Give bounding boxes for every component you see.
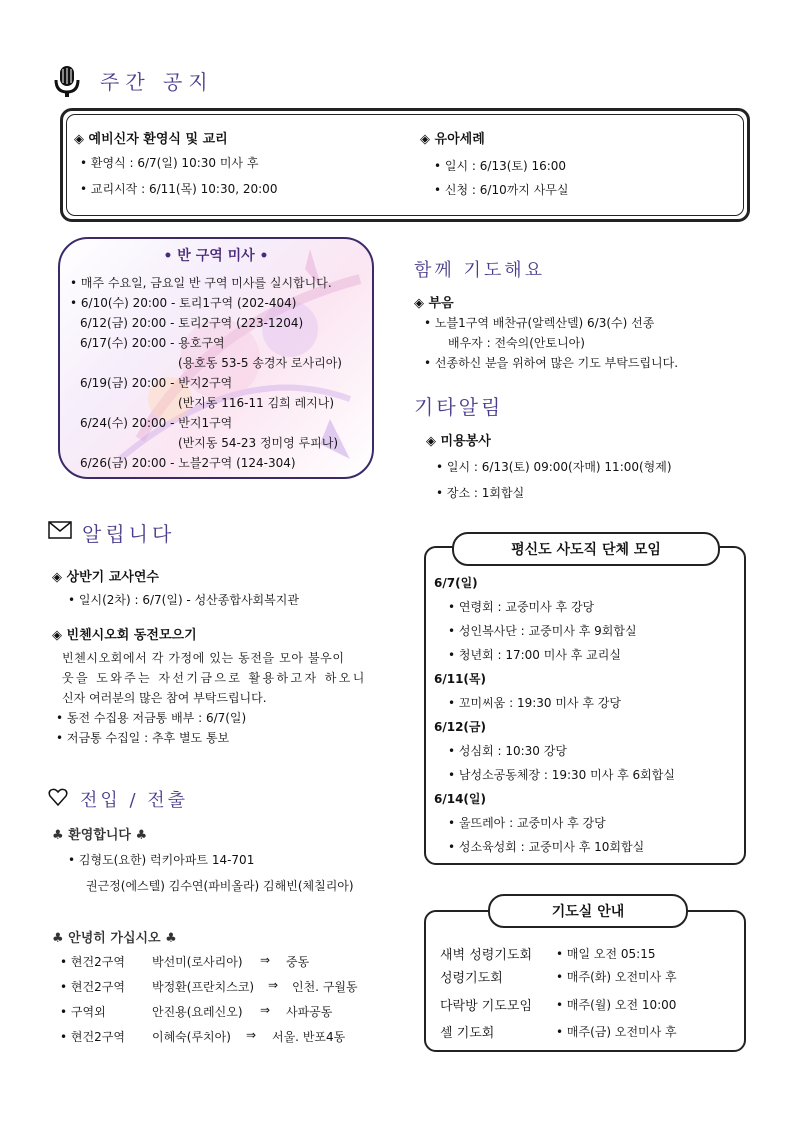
ban-line: (용호동 53-5 송경자 로사리아) [178,356,342,370]
group-item: • 연령회 : 교중미사 후 강당 [448,600,595,614]
etc-item: • 일시 : 6/13(토) 09:00(자매) 11:00(형제) [436,460,672,474]
notice-para: 빈첸시오회에서 각 가정에 있는 동전을 모아 불우이 [62,651,345,665]
prayroom-title: 기도실 안내 [488,894,688,928]
bye-head: ♣ 안녕히 가십시오 ♣ [52,931,177,946]
bye-row: • 현건2구역 [60,1030,125,1044]
notice-item: • 저금통 수집일 : 추후 별도 통보 [56,731,230,745]
envelope-icon [48,521,72,539]
weekly-right-head: ◈ 유아세례 [420,132,485,147]
bye-name: 박정환(프란치스코) [152,980,255,994]
etc-title: 기타알림 [414,395,504,419]
notice-title: 알립니다 [82,522,176,546]
group-date: 6/14(일) [434,792,486,806]
group-item: • 성소육성회 : 교중미사 후 10회합실 [448,840,645,854]
weekly-left-item: • 환영식 : 6/7(일) 10:30 미사 후 [80,156,259,170]
ban-line: • 매주 수요일, 금요일 반 구역 미사를 실시합니다. [70,276,332,290]
pray-item: • 선종하신 분을 위하여 많은 기도 부탁드립니다. [424,356,679,370]
bye-dest: 서울. 반포4동 [272,1030,346,1044]
group-date: 6/12(금) [434,720,486,734]
weekly-left-item: • 교리시작 : 6/11(목) 10:30, 20:00 [80,182,278,196]
group-date: 6/7(일) [434,576,478,590]
heart-icon [48,788,68,806]
bye-name: 박선미(로사리아) [152,955,243,969]
bye-name: 안진용(요레신오) [152,1005,243,1019]
prayroom-name: 셀 기도회 [440,1026,495,1041]
weekly-left-head: ◈ 예비신자 환영식 및 교리 [74,132,228,147]
notice-head: ◈ 상반기 교사연수 [52,570,159,585]
ban-line: 6/12(금) 20:00 - 토리2구역 (223-1204) [80,316,304,330]
group-item: • 성인복사단 : 교중미사 후 9회합실 [448,624,637,638]
prayroom-name: 성령기도회 [440,971,503,986]
weekly-right-item: • 일시 : 6/13(토) 16:00 [434,159,567,173]
microphone-icon [52,64,82,98]
notice-item: • 일시(2차) : 6/7(일) - 성산종합사회복지관 [68,593,299,607]
ban-line: 6/24(수) 20:00 - 반지1구역 [80,416,233,430]
notice-para: 웃을 도와주는 자선기금으로 활용하고자 하오니 [62,671,367,685]
weekly-right-item: • 신청 : 6/10까지 사무실 [434,183,569,197]
bye-dest: 사파공동 [286,1005,333,1019]
ban-mass-title: • 반 구역 미사 • [163,248,269,264]
bye-row: • 현건2구역 [60,955,125,969]
notice-item: • 동전 수집용 저금통 배부 : 6/7(일) [56,711,247,725]
prayroom-name: 새벽 성령기도회 [440,948,533,963]
bye-row: • 현건2구역 [60,980,125,994]
ban-line: (반지동 116-11 김희 레지나) [178,396,335,410]
bye-dest: 인천. 구월동 [292,980,358,994]
bye-dest: 중동 [286,955,310,969]
welcome-line: 권근정(에스텔) 김수연(파비올라) 김해빈(체칠리아) [86,879,354,893]
group-item: • 성심회 : 10:30 강당 [448,744,567,758]
group-item: • 남성소공동체장 : 19:30 미사 후 6회합실 [448,768,675,782]
group-item: • 울뜨레아 : 교중미사 후 강당 [448,816,606,830]
ban-line: 6/17(수) 20:00 - 용호구역 [80,336,225,350]
ban-line: (반지동 54-23 정미영 루피나) [178,436,339,450]
weekly-title: 주간 공지 [100,70,214,94]
bye-arrow: ⇒ [260,1003,271,1017]
prayroom-time: • 매주(화) 오전미사 후 [556,970,677,984]
etc-item: • 장소 : 1회합실 [436,486,525,500]
welcome-head: ♣ 환영합니다 ♣ [52,828,148,843]
bye-arrow: ⇒ [268,978,279,992]
bye-name: 이혜숙(루치아) [152,1030,231,1044]
group-item: • 꼬미씨움 : 19:30 미사 후 강당 [448,696,621,710]
pray-item: 배우자 : 전숙의(안토니아) [448,336,585,350]
prayroom-time: • 매일 오전 05:15 [556,947,656,961]
groups-title: 평신도 사도직 단체 모임 [452,532,720,566]
notice-head: ◈ 빈첸시오회 동전모으기 [52,628,197,643]
bye-row: • 구역외 [60,1005,106,1019]
bye-arrow: ⇒ [260,953,271,967]
pray-head: ◈ 부음 [414,296,454,311]
prayroom-name: 다락방 기도모임 [440,999,533,1014]
prayroom-time: • 매주(금) 오전미사 후 [556,1025,677,1039]
move-title: 전입 / 전출 [80,790,189,811]
ban-line: 6/26(금) 20:00 - 노블2구역 (124-304) [80,456,296,470]
ban-line: 6/19(금) 20:00 - 반지2구역 [80,376,233,390]
ban-line: • 6/10(수) 20:00 - 토리1구역 (202-404) [70,296,297,310]
bye-arrow: ⇒ [246,1028,257,1042]
etc-head: ◈ 미용봉사 [426,434,491,449]
prayroom-time: • 매주(월) 오전 10:00 [556,998,677,1012]
group-item: • 청년회 : 17:00 미사 후 교리실 [448,648,621,662]
group-date: 6/11(목) [434,672,486,686]
notice-para: 신자 여러분의 많은 참여 부탁드립니다. [62,691,267,705]
welcome-line: • 김형도(요한) 럭키아파트 14-701 [68,853,255,867]
pray-title: 함께 기도해요 [414,260,546,281]
pray-item: • 노블1구역 배찬규(알렉산델) 6/3(수) 선종 [424,316,655,330]
